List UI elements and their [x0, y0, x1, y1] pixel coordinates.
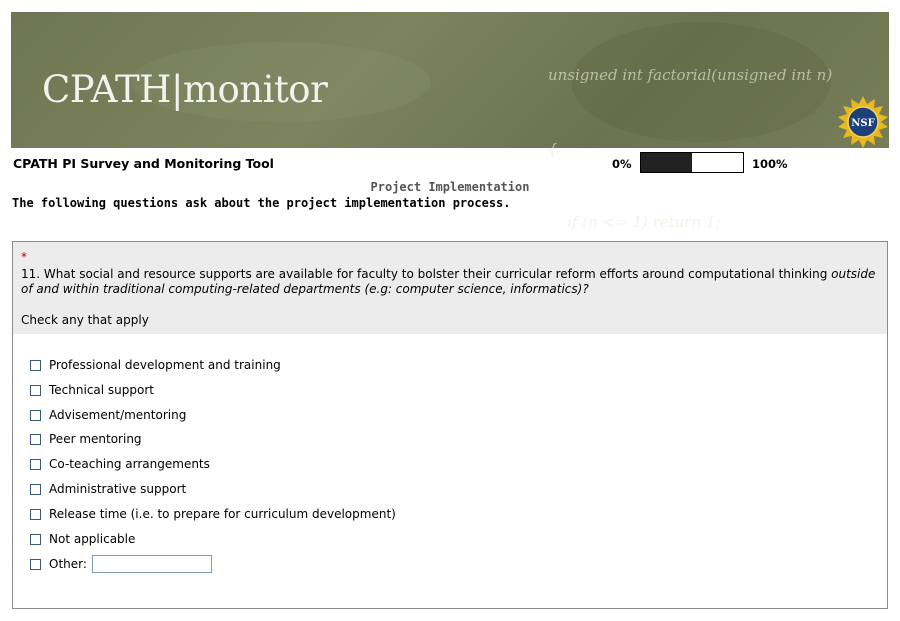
option-label: Administrative support — [49, 482, 187, 496]
option-label: Peer mentoring — [49, 432, 142, 446]
option-label: Other: — [49, 557, 87, 571]
checkbox[interactable] — [30, 559, 41, 570]
option-label: Release time (i.e. to prepare for curriculum development) — [49, 507, 396, 521]
question-text-plain: 11. What social and resource supports are available for faculty to bolster their curricular reform efforts around computational thinking — [21, 267, 832, 281]
option-label: Professional development and training — [49, 358, 281, 372]
code-line: unsigned int factorial(unsigned int n) — [548, 66, 833, 84]
question-instruction: Check any that apply — [21, 313, 149, 327]
code-line: if (n <= 1) return 1; — [548, 213, 721, 231]
question-text-italic: outside of and within traditional computing-related departments (e.g: computer science, informatics)? — [21, 267, 876, 296]
option-label: Advisement/mentoring — [49, 408, 187, 422]
option-label: Not applicable — [49, 532, 136, 546]
progress-bar-fill — [641, 153, 692, 172]
checkbox[interactable] — [30, 410, 41, 421]
option-co-teaching[interactable] — [30, 455, 210, 473]
checkbox[interactable] — [30, 484, 41, 495]
option-professional-development[interactable] — [30, 356, 281, 374]
other-text-input[interactable] — [92, 555, 212, 573]
option-label: Co-teaching arrangements — [49, 457, 210, 471]
site-logo: CPATH|monitor — [42, 68, 328, 111]
progress-start-label: 0% — [612, 157, 632, 171]
progress-bar — [640, 152, 744, 173]
option-peer-mentoring[interactable] — [30, 430, 142, 448]
option-advisement-mentoring[interactable] — [30, 406, 186, 424]
tool-title: CPATH PI Survey and Monitoring Tool — [13, 156, 274, 171]
code-line: { — [548, 139, 558, 158]
nsf-logo-text: NSF — [851, 118, 875, 129]
progress-end-label: 100% — [752, 157, 788, 171]
checkbox[interactable] — [30, 459, 41, 470]
checkbox[interactable] — [30, 360, 41, 371]
nsf-logo-icon — [837, 96, 889, 148]
option-other[interactable] — [30, 555, 212, 573]
question-box — [12, 241, 888, 609]
option-not-applicable[interactable] — [30, 530, 135, 548]
checkbox[interactable] — [30, 434, 41, 445]
required-marker: * — [21, 250, 27, 264]
option-label: Technical support — [49, 383, 154, 397]
section-title: Project Implementation — [370, 180, 530, 194]
checkbox[interactable] — [30, 509, 41, 520]
section-description: The following questions ask about the project implementation process. — [12, 196, 511, 210]
checkbox[interactable] — [30, 385, 41, 396]
option-administrative-support[interactable] — [30, 480, 186, 498]
option-release-time[interactable] — [30, 505, 396, 523]
question-header — [13, 242, 887, 334]
option-technical-support[interactable] — [30, 381, 154, 399]
checkbox[interactable] — [30, 534, 41, 545]
question-text — [21, 267, 879, 297]
